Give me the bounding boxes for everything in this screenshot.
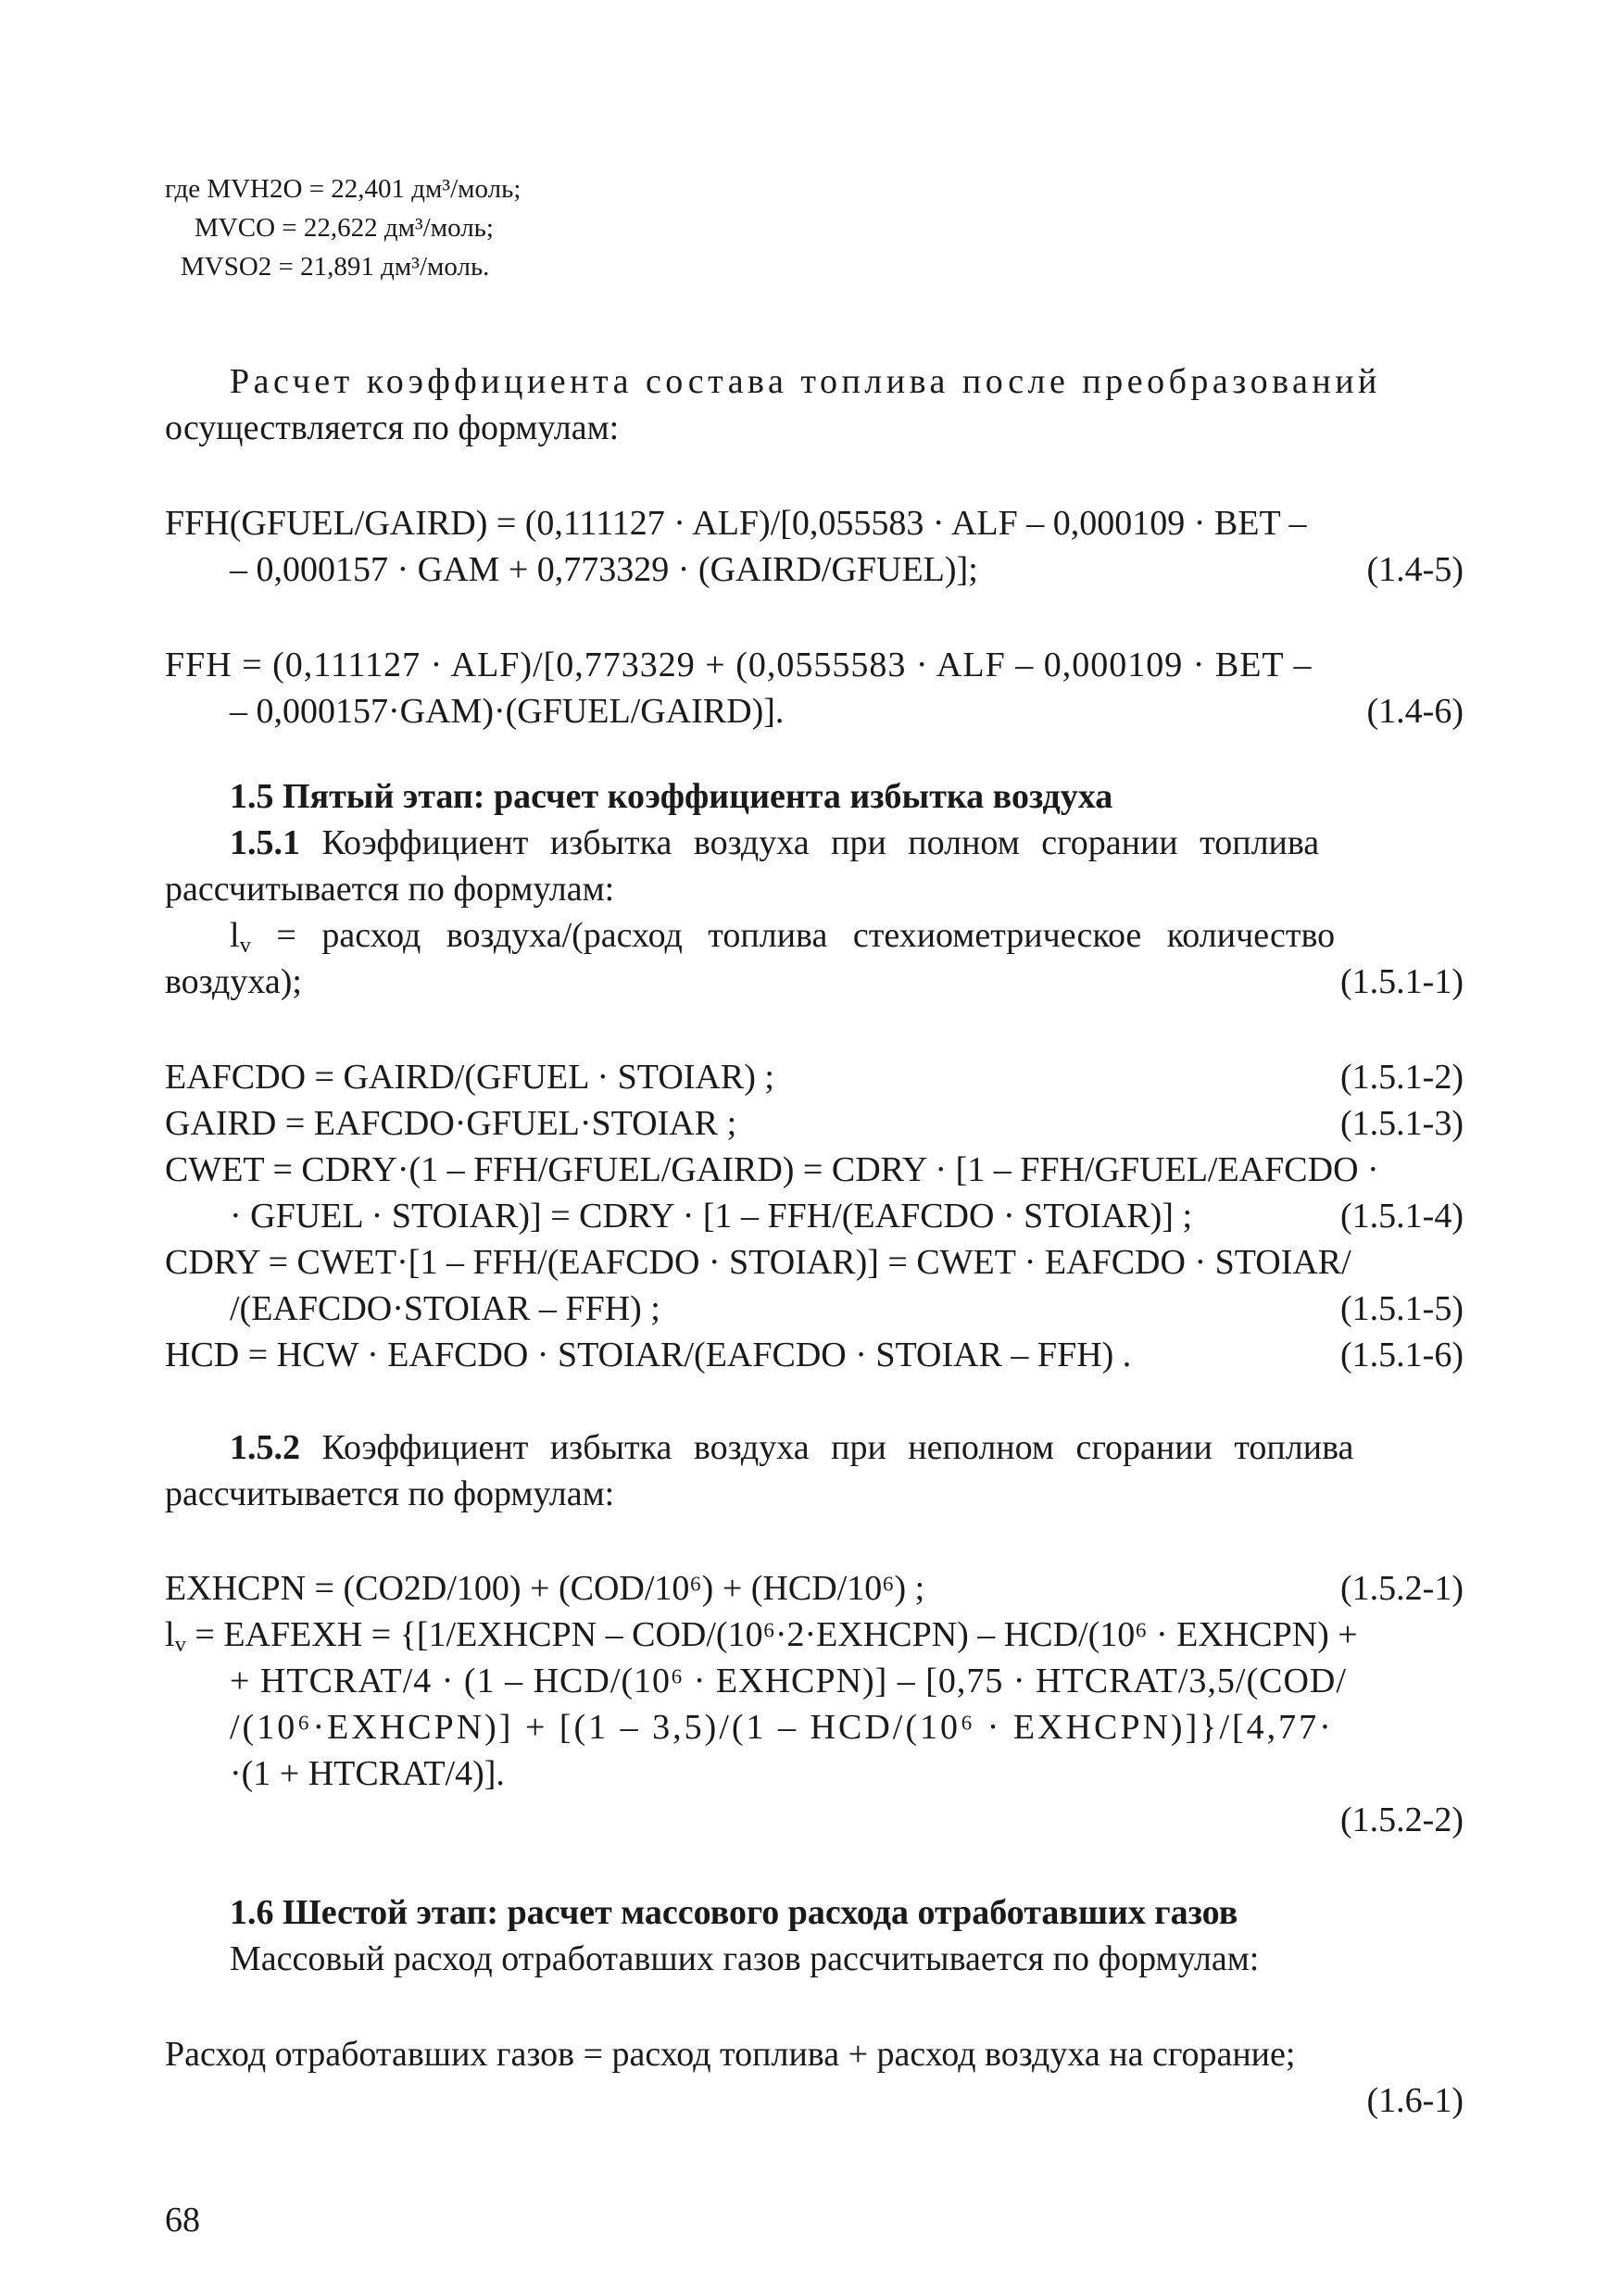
eq-number-1-4-6: (1.4-6) [1366,692,1464,731]
formula-1-4-5-line-2: – 0,000157 · GAM + 0,773329 · (GAIRD/GFUEL)]; [230,550,978,589]
formula-1-6-1: Расход отработавших газов = расход топлива + расход воздуха на сгорание; [165,2035,1296,2074]
formula-1-5-1-5-line-2: /(EAFCDO·STOIAR – FFH) ; [230,1289,660,1328]
eq-number-1-5-1-5: (1.5.1-5) [1340,1289,1464,1328]
para-1-5-1-line-1 [230,822,1319,863]
eq-number-1-5-1-3: (1.5.1-3) [1340,1104,1464,1143]
formula-1-5-1-3: GAIRD = EAFCDO·GFUEL·STOIAR ; [165,1104,737,1143]
formula-1-5-1-5-line-1: CDRY = CWET·[1 – FFH/(EAFCDO · STOIAR)] = CWET · EAFCDO · STOIAR/ [165,1243,1351,1282]
formula-1-5-2-2-line-2: + HTCRAT/4 · (1 – HCD/(10⁶ · EXHCPN)] – [0,75 · HTCRAT/3,5/(COD/ [230,1662,1347,1700]
eq-number-1-6-1: (1.6-1) [1366,2081,1464,2120]
para-1-5-2-line-2: рассчитывается по формулам: [165,1474,615,1513]
section-1-5-heading: 1.5 Пятый этап: расчет коэффициента избытка воздуха [230,777,1113,816]
formula-1-4-6-line-1: FFH = (0,111127 · ALF)/[0,773329 + (0,0555583 · ALF – 0,000109 · BET – [165,646,1313,684]
formula-1-5-1-1-line-2: воздуха); [165,962,302,1001]
def-mvh2o: где MVH2O = 22,401 дм³/моль; [165,174,521,204]
page-number: 68 [165,2201,200,2240]
formula-1-5-2-2-line-1: $l_v$ = EAFEXH = {[1/EXHCPN – COD/(10⁶·2·EXHCPN) – HCD/(10⁶ · EXHCPN) + [165,1615,1358,1658]
formula-1-5-2-2-line-3: /(10⁶·EXHCPN)] + [(1 – 3,5)/(1 – HCD/(10⁶ · EXHCPN)]}/[4,77· [230,1708,1334,1747]
def-mvso2: MVSO2 = 21,891 дм³/моль. [181,252,490,282]
formula-1-5-1-1-line-1: $l_v$ = расход воздуха/(расход топлива стехиометрическое количество [230,916,1336,959]
def-mvco: MVCO = 22,622 дм³/моль; [195,213,494,243]
formula-1-5-1-6: HCD = HCW · EAFCDO · STOIAR/(EAFCDO · STOIAR – FFH) . [165,1336,1132,1374]
eq-number-1-5-1-4: (1.5.1-4) [1340,1197,1464,1236]
para-1-5-2-line-1 [230,1427,1353,1468]
eq-number-1-5-2-1: (1.5.2-1) [1340,1569,1464,1608]
formula-1-5-2-1: EXHCPN = (CO2D/100) + (COD/10⁶) + (HCD/10⁶) ; [165,1569,925,1608]
para-1-5-1-text: Коэффициент избытка воздуха при полном сгорании топлива [300,823,1320,862]
formula-1-5-1-2: EAFCDO = GAIRD/(GFUEL · STOIAR) ; [165,1058,774,1097]
para-1-5-2-text: Коэффициент избытка воздуха при неполном сгорании топлива [300,1428,1354,1467]
eq-number-1-4-5: (1.4-5) [1366,550,1464,589]
formula-1-4-5-line-1: FFH(GFUEL/GAIRD) = (0,111127 · ALF)/[0,055583 · ALF – 0,000109 · BET – [165,504,1307,543]
formula-1-4-6-line-2: – 0,000157·GAM)·(GFUEL/GAIRD)]. [230,692,785,731]
formula-1-5-2-2-line-4: ·(1 + HTCRAT/4)]. [230,1754,505,1793]
para-1-5-2-number: 1.5.2 [230,1428,300,1467]
eq-number-1-5-1-1: (1.5.1-1) [1340,962,1464,1001]
para-1-6-text: Массовый расход отработавших газов рассчитывается по формулам: [230,1939,1260,1978]
eq-number-1-5-1-6: (1.5.1-6) [1340,1336,1464,1374]
intro-line-2: осуществляется по формулам: [165,408,620,447]
para-1-5-1-number: 1.5.1 [230,823,300,862]
eq-number-1-5-1-2: (1.5.1-2) [1340,1058,1464,1097]
section-1-6-heading: 1.6 Шестой этап: расчет массового расхода отработавших газов [230,1893,1238,1932]
formula-1-5-1-4-line-1: CWET = CDRY·(1 – FFH/GFUEL/GAIRD) = CDRY · [1 – FFH/GFUEL/EAFCDO · [165,1150,1379,1189]
formula-1-5-1-4-line-2: · GFUEL · STOIAR)] = CDRY · [1 – FFH/(EAFCDO · STOIAR)] ; [230,1197,1193,1236]
intro-line-1: Расчет коэффициента состава топлива после преобразований [230,362,1381,401]
eq-number-1-5-2-2: (1.5.2-2) [1340,1800,1464,1839]
para-1-5-1-line-2: рассчитывается по формулам: [165,870,615,909]
